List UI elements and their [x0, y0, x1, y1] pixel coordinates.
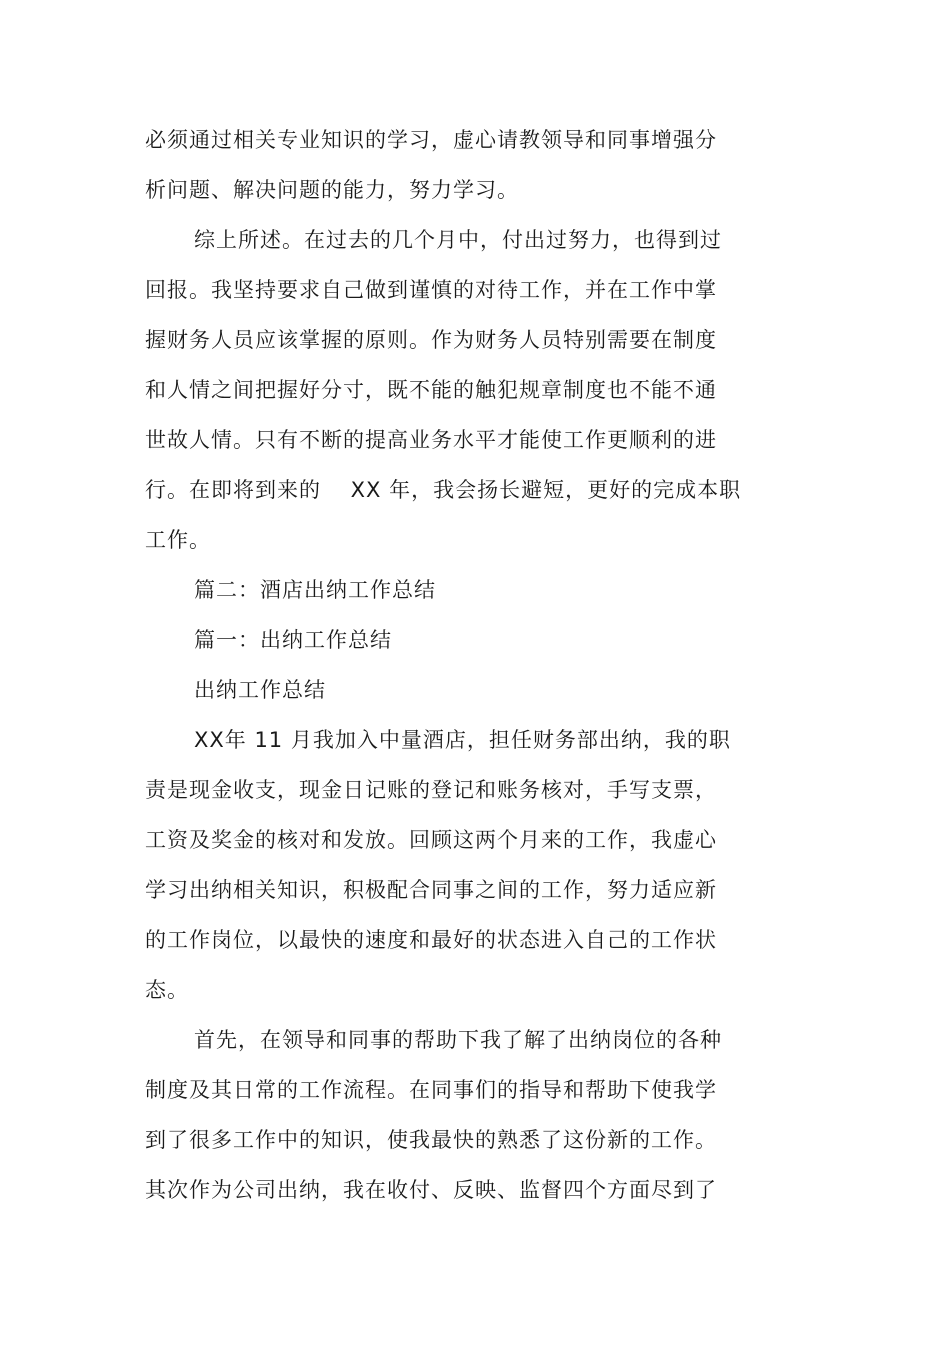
section-heading: 篇二：酒店出纳工作总结	[194, 578, 436, 602]
body-text-line: 握财务人员应该掌握的原则。作为财务人员特别需要在制度	[145, 328, 717, 352]
body-text-line: 的工作岗位，以最快的速度和最好的状态进入自己的工作状	[145, 928, 717, 952]
paragraph-start-line: XX年 11 月我加入中量酒店，担任财务部出纳，我的职	[194, 728, 731, 752]
body-text-line: 责是现金收支，现金日记账的登记和账务核对，手写支票，	[145, 778, 717, 802]
body-text-line: 学习出纳相关知识，积极配合同事之间的工作，努力适应新	[145, 878, 717, 902]
body-text-line: 必须通过相关专业知识的学习，虚心请教领导和同事增强分	[145, 128, 717, 152]
body-text-line: 工作。	[145, 528, 211, 552]
paragraph-start-line: 首先，在领导和同事的帮助下我了解了出纳岗位的各种	[194, 1028, 722, 1052]
body-text-line: 其次作为公司出纳，我在收付、反映、监督四个方面尽到了	[145, 1178, 717, 1202]
body-text-line: 工资及奖金的核对和发放。回顾这两个月来的工作，我虚心	[145, 828, 717, 852]
body-text-line: 世故人情。只有不断的提高业务水平才能使工作更顺利的进	[145, 428, 717, 452]
body-text-line: 行。在即将到来的 XX 年，我会扬长避短，更好的完成本职	[145, 478, 742, 502]
section-heading: 篇一：出纳工作总结	[194, 628, 392, 652]
paragraph-start-line: 综上所述。在过去的几个月中，付出过努力，也得到过	[194, 228, 722, 252]
body-text-line: 回报。我坚持要求自己做到谨慎的对待工作，并在工作中掌	[145, 278, 717, 302]
body-text-line: 到了很多工作中的知识，使我最快的熟悉了这份新的工作。	[145, 1128, 717, 1152]
body-text-line: 制度及其日常的工作流程。在同事们的指导和帮助下使我学	[145, 1078, 717, 1102]
body-text-line: 和人情之间把握好分寸，既不能的触犯规章制度也不能不通	[145, 378, 717, 402]
body-text-line: 态。	[145, 978, 189, 1002]
body-text-line: 析问题、解决问题的能力，努力学习。	[145, 178, 519, 202]
document-title: 出纳工作总结	[194, 678, 326, 702]
